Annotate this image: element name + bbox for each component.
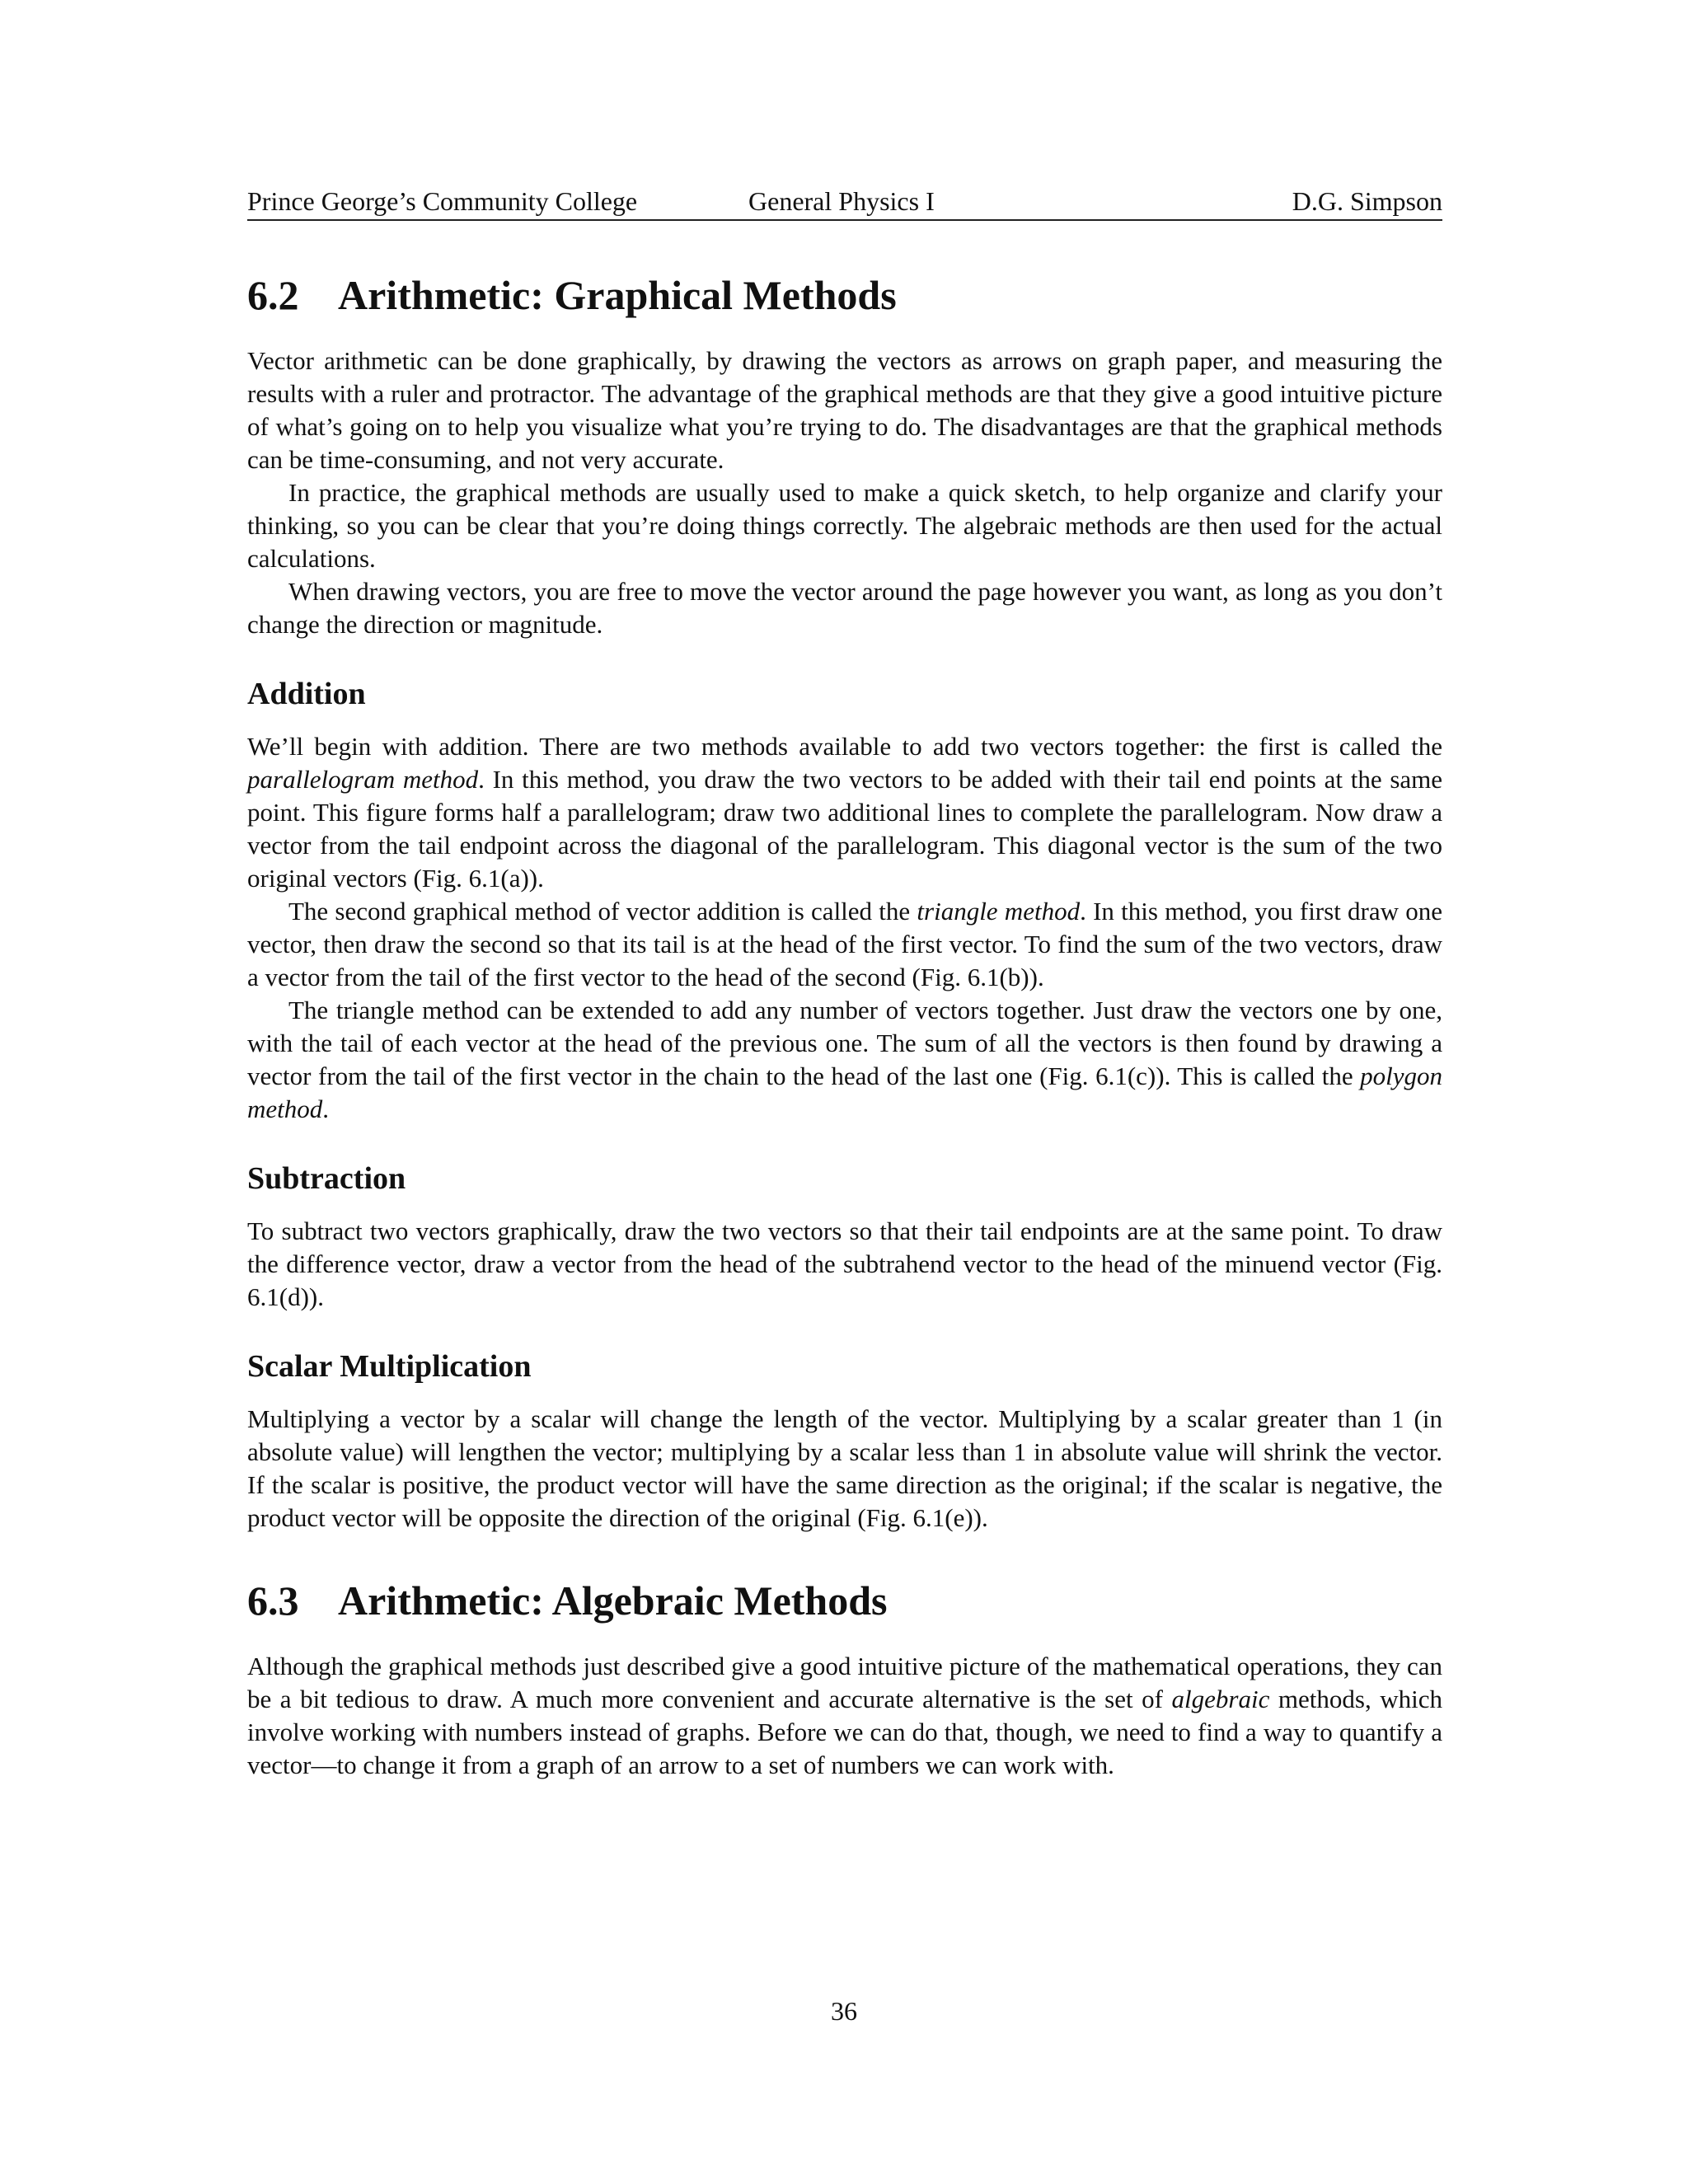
emphasis: polygon method	[247, 1062, 1442, 1123]
subsection-heading-scalar-multiplication: Scalar Multiplication	[247, 1349, 532, 1384]
header-author: D.G. Simpson	[1292, 186, 1442, 216]
page-number: 36	[831, 1996, 857, 2026]
paragraph: Although the graphical methods just described give a good intuitive picture of the mathematical operations, they can be a bit tedious to draw. A much more convenient and accurate alternative is the set of algebraic methods, which involve working with numbers instead of graphs. Before we can do that, though, we need to find a way to quantify a vector—to change it from a graph of an arrow to a set of numbers we can work with.	[247, 1652, 1442, 1779]
paragraph: We’ll begin with addition. There are two methods available to add two vectors together: the first is called the parallelogram method. In this method, you draw the two vectors to be added with their tail end points at the same point. This figure forms half a parallelogram; draw two additional lines to complete the parallelogram. Now draw a vector from the tail endpoint across the diagonal of the parallelogram. This diagonal vector is the sum of the two original vectors (Fig. 6.1(a)).	[247, 732, 1443, 893]
paragraph: When drawing vectors, you are free to move the vector around the page however you want, as long as you don’t change the direction or magnitude.	[247, 577, 1442, 639]
paragraph: Vector arithmetic can be done graphically, by drawing the vectors as arrows on graph paper, and measuring the results with a ruler and protractor. The advantage of the graphical methods are that they give a good intuitive picture of what’s going on to help you visualize what you’re trying to do. The disadvantages are that the graphical methods can be time-consuming, and not very accurate.	[247, 346, 1442, 474]
emphasis: algebraic	[1171, 1685, 1270, 1713]
section-6-2-heading	[247, 270, 1442, 320]
section-number: 6.2	[247, 272, 299, 318]
section-title: Arithmetic: Graphical Methods	[338, 272, 897, 318]
running-header	[247, 183, 1442, 221]
paragraph: To subtract two vectors graphically, draw the two vectors so that their tail endpoints are at the same point. To draw the difference vector, draw a vector from the head of the subtrahend vector to the head of the minuend vector (Fig. 6.1(d)).	[247, 1216, 1442, 1311]
page-content	[247, 183, 1442, 1782]
subsection-heading-subtraction: Subtraction	[247, 1161, 406, 1196]
header-course: General Physics I	[748, 186, 935, 216]
paragraph: Multiplying a vector by a scalar will change the length of the vector. Multiplying by a scalar greater than 1 (in absolute value) will lengthen the vector; multiplying by a scalar less than 1 in absolute value will shrink the vector. If the scalar is positive, the product vector will have the same direction as the original; if the scalar is negative, the product vector will be opposite the direction of the original (Fig. 6.1(e)).	[247, 1404, 1442, 1532]
section-6-3-heading	[247, 1576, 1442, 1625]
paragraph: The triangle method can be extended to add any number of vectors together. Just draw the vectors one by one, with the tail of each vector at the head of the previous one. The sum of all the vectors is then found by drawing a vector from the tail of the first vector in the chain to the head of the last one (Fig. 6.1(c)). This is called the polygon method.	[247, 996, 1442, 1123]
section-number: 6.3	[247, 1577, 299, 1624]
paragraph: The second graphical method of vector addition is called the triangle method. In this method, you first draw one vector, then draw the second so that its tail is at the head of the first vector. To find the sum of the two vectors, draw a vector from the tail of the first vector to the head of the second (Fig. 6.1(b)).	[247, 897, 1443, 991]
header-institution: Prince George’s Community College	[247, 186, 638, 216]
emphasis: parallelogram method	[247, 765, 479, 794]
paragraph: In practice, the graphical methods are usually used to make a quick sketch, to help organize and clarify your thinking, so you can be clear that you’re doing things correctly. The algebraic methods are then used for the actual calculations.	[247, 478, 1442, 573]
emphasis: triangle method	[917, 897, 1081, 926]
subsection-heading-addition: Addition	[247, 677, 366, 711]
section-title: Arithmetic: Algebraic Methods	[338, 1577, 888, 1624]
